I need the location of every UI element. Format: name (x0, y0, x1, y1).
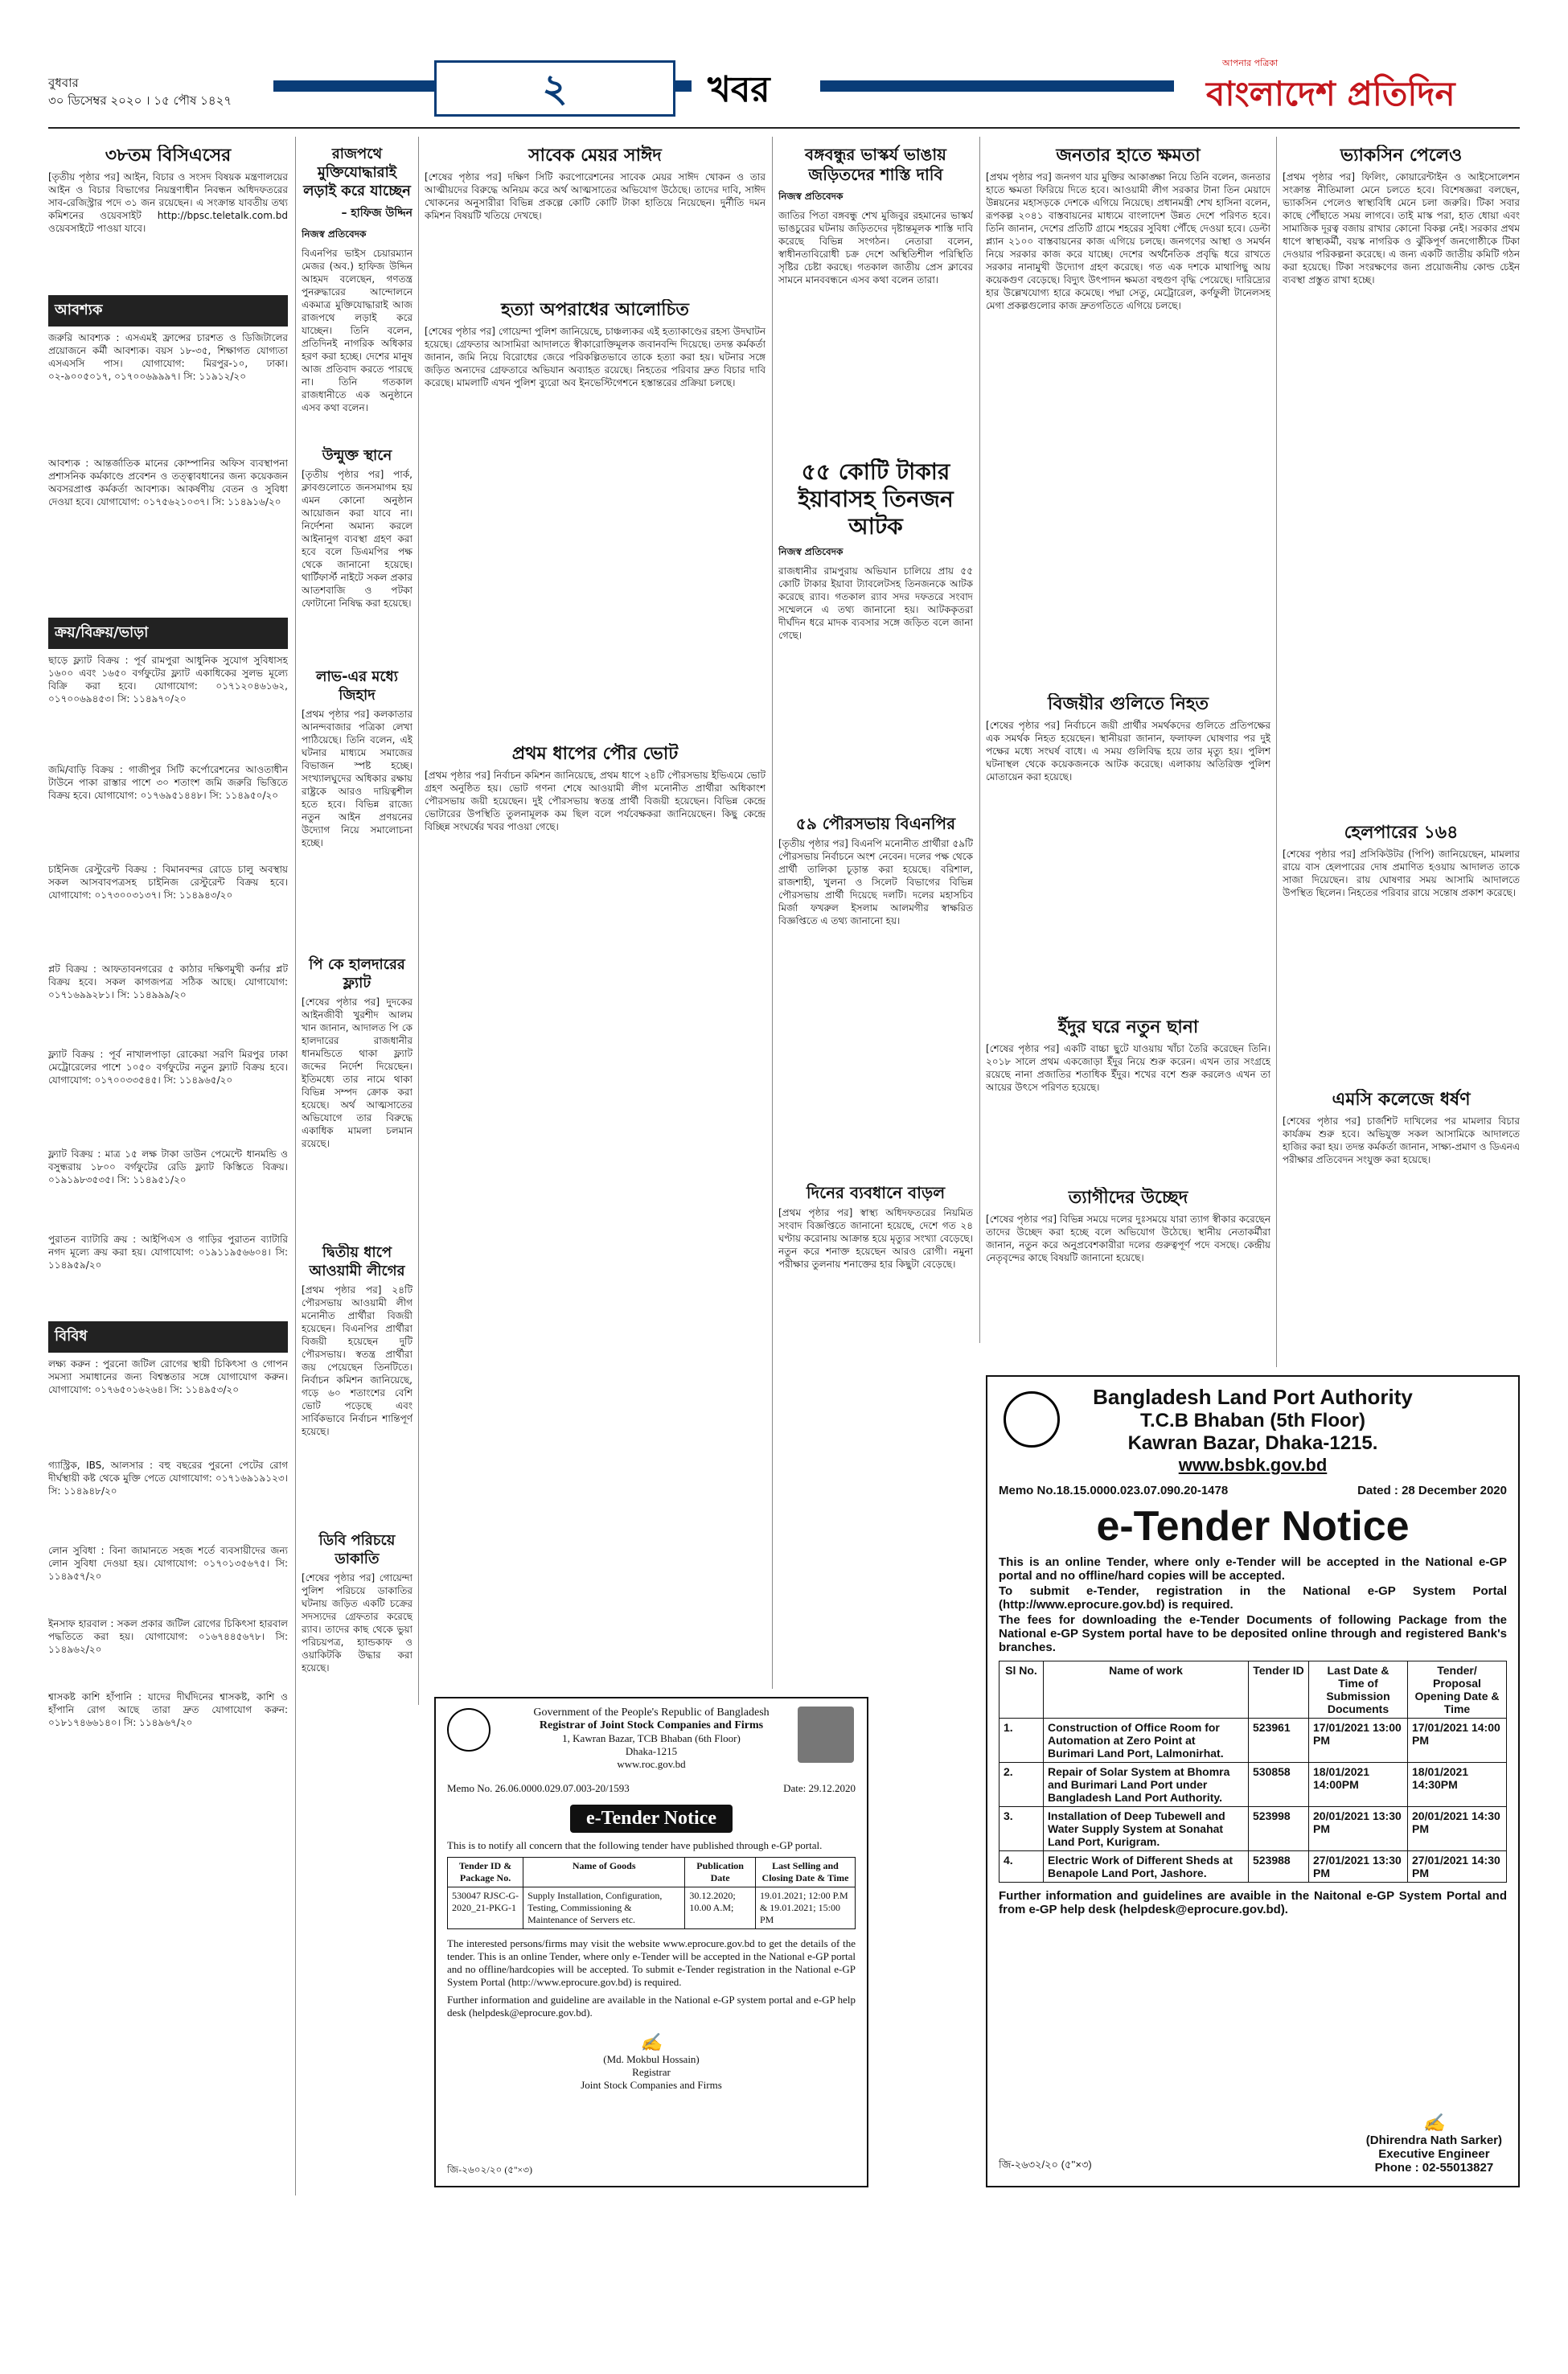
class-needed-ad-1: জরুরি আবশ্যক : এসএমই ফ্রান্সের চারশত ও ডিজিটালের প্রয়োজনে কর্মী আবশ্যক। বয়স ১৮-৩৫, শিক্ষাগত যোগ্যতা এসএসসি পাস। যোগাযোগ: মিরপুর-১০, ঢাকা। ০২-৯০০৫০১৭, ০১৭০০৬৯৯৯৭। সি: ১১৯১২/২০ (48, 332, 288, 382)
class-misc-ad-4: ইনসাফ হারবাল : সকল প্রকার জটিল রোগের চিকিৎসা হারবাল পদ্ধতিতে করা হয়। যোগাযোগ: ০১৬৭৪৪৫৬৭৮। সি: ১১৪৯৬২/২০ (48, 1618, 288, 1655)
class-misc-header: বিবিধ (48, 1321, 288, 1353)
col2-a2-headline: উন্মুক্ত স্থানে (322, 447, 392, 464)
rjsc-td-id: 530047 RJSC-G-2020_21-PKG-1 (448, 1887, 523, 1929)
rjsc-th-closing: Last Selling and Closing Date & Time (755, 1858, 855, 1887)
bslpa-tender-ad (986, 1375, 1520, 2187)
col4-a1-headline: বঙ্গবন্ধুর ভাস্কর্য ভাঙায় জড়িতদের শাস্তি দাবি (805, 145, 946, 184)
masthead-bar-right (820, 80, 1174, 92)
col4-a2-body: রাজধানীর রামপুরায় অভিযান চালিয়ে প্রায় ৫৫ কোটি টাকার ইয়াবা ট্যাবলেটসহ তিনজনকে আটক করেছে র‌্যাব। গতকাল র‌্যাব সদর দফতরে সংবাদ সম্মেলনে এ তথ্য জানানো হয়। আটককৃতরা দীর্ঘদিন ধরে মাদক ব্যবসার সঙ্গে জড়িত বলে জানা গেছে। (778, 565, 973, 641)
rjsc-sign-name: (Md. Mokbul Hossain) (603, 2053, 700, 2065)
masthead-bar-mid (675, 80, 692, 92)
col2-a1-byline: – হাফিজ উদ্দিন (341, 207, 413, 220)
bslpa-website: www.bsbk.gov.bd (1178, 1455, 1328, 1475)
bslpa-th-submission: Last Date & Time of Submission Documents (1309, 1661, 1408, 1719)
col6-a2-headline: হেলপারের ১৬৪ (1344, 823, 1459, 843)
bslpa-r2-submission: 18/01/2021 14:00PM (1309, 1763, 1408, 1807)
bslpa-code: জি-২৬৩২/২০ (৫''×৩) (999, 2158, 1092, 2171)
col6-a1-body: [প্রথম পৃষ্ঠার পর] ফিলিং, কোয়ারেন্টাইন ও আইসোলেশন সংক্রান্ত নীতিমালা মেনে চলতে হবে। বিশেষজ্ঞরা বলছেন, ভ্যাকসিন পেলেও স্বাস্থ্যবিধি মেনে চলা জরুরি। টিকা সবার কাছে পৌঁছাতে সময় লাগবে। তাই মাস্ক পরা, হাত ধোয়া এবং সামাজিক দূরত্ব বজায় রাখার কোনো বিকল্প নেই। সরকার প্রথম ধাপে স্বাস্থ্যকর্মী, বয়স্ক নাগরিক ও ঝুঁকিপূর্ণ জনগোষ্ঠীকে টিকা দেওয়ার পরিকল্পনা করেছে। এ জন্য একটি জাতীয় কমিটি গঠন করা হয়েছে। টিকা সংরক্ষণের জন্য প্রয়োজনীয় কোল্ড চেইন ব্যবস্থা প্রস্তুত রাখা হচ্ছে। (1283, 171, 1520, 285)
bslpa-date: Dated : 28 December 2020 (1357, 1484, 1507, 1497)
class-sale-header: ক্রয়/বিক্রয়/ভাড়া (48, 618, 288, 649)
bslpa-signature: ✍ (1422, 2113, 1446, 2133)
rjsc-sign-org: Joint Stock Companies and Firms (581, 2079, 722, 2091)
col2-a1-body: বিএনপির ভাইস চেয়ারম্যান মেজর (অব.) হাফিজ উদ্দিন আহমদ বলেছেন, গণতন্ত্র পুনরুদ্ধারের আন্দোলনে একমাত্র মুক্তিযোদ্ধারাই আজ রাজপথে লড়াই করে যাচ্ছেন। তিনি বলেন, প্রতিদিনই নাগরিক অধিকার হরণ করা হচ্ছে। দেশের মানুষ আজ প্রতিবাদ করতে পারছে না। তিনি গতকাল রাজধানীতে এক অনুষ্ঠানে এসব কথা বলেন। (302, 248, 413, 413)
col2-a4-headline: পি কে হালদারের ফ্ল্যাট (309, 956, 405, 992)
bslpa-title: e-Tender Notice (1096, 1503, 1410, 1550)
bslpa-r4-id: 523988 (1249, 1851, 1309, 1883)
col6-a3-headline: এমসি কলেজে ধর্ষণ (1332, 1090, 1471, 1110)
rjsc-para-2: Further information and guideline are available in the National e-GP system portal and e-GP help desk (helpdesk@eprocure.gov.bd). (447, 1994, 856, 2019)
bslpa-emblem (1004, 1391, 1060, 1448)
bcs-headline: ৩৮তম বিসিএসের (105, 146, 232, 166)
col4-a1-reporter: নিজস্ব প্রতিবেদক (778, 191, 844, 202)
col-rule-1 (295, 137, 296, 2195)
table-row (999, 1807, 1507, 1851)
col3-a3-headline: প্রথম ধাপের পৌর ভোট (511, 744, 679, 764)
col3-a1-headline: সাবেক মেয়র সাঈদ (528, 146, 662, 166)
masthead-rule (48, 127, 1520, 129)
rjsc-city: Dhaka-1215 (625, 1745, 678, 1757)
col2-a2-body: [তৃতীয় পৃষ্ঠার পর] পার্ক, ক্লাবগুলোতে জনসমাগম হয় এমন কোনো অনুষ্ঠান আয়োজন করা যাবে না। নির্দেশনা অমান্য করলে আইনানুগ ব্যবস্থা গ্রহণ করা হবে বলে ডিএমপির পক্ষ থেকে জানানো হয়েছে। থার্টিফার্স্ট নাইটে সকল প্রকার আতশবাজি ও পটকা ফোটানো নিষিদ্ধ করা হয়েছে। (302, 469, 413, 609)
col-rule-5 (1276, 137, 1277, 1367)
class-sale-ad-7: পুরাতন ব্যাটারি ক্রয় : আইপিএস ও গাড়ির পুরাতন ব্যাটারি নগদ মূল্যে ক্রয় করা হয়। যোগাযোগ: ০১৯১১৯৫৬৬০৪। সি: ১১৪৯৫৯/২০ (48, 1234, 288, 1271)
col5-a2-headline: বিজয়ীর গুলিতে নিহত (1048, 694, 1209, 714)
bslpa-address: Kawran Bazar, Dhaka-1215. (1127, 1432, 1378, 1454)
bslpa-org: Bangladesh Land Port Authority (1093, 1385, 1413, 1409)
class-misc-ad-3: লোন সুবিধা : বিনা জামানতে সহজ শর্তে ব্যবসায়ীদের জন্য লোন সুবিধা দেওয়া হয়। যোগাযোগ: ০১৭০১৩৫৬৭৫। সি: ১১৪৯৫৭/২০ (48, 1545, 288, 1582)
rjsc-signature: ✍ (640, 2032, 663, 2052)
rjsc-title: e-Tender Notice (570, 1805, 733, 1833)
bslpa-r3-id: 523998 (1249, 1807, 1309, 1851)
col6-a3-body: [শেষের পৃষ্ঠার পর] চার্জশিট দাখিলের পর মামলার বিচার কার্যক্রম শুরু হবে। অভিযুক্ত সকল আসামিকে আদালতে হাজির করা হয়। তদন্ত কর্মকর্তা জানান, সাক্ষ্য-প্রমাণ ও ডিএনএ পরীক্ষার প্রতিবেদন সংযুক্ত করা হয়েছে। (1283, 1115, 1520, 1165)
class-sale-ad-6: ফ্ল্যাট বিক্রয় : মাত্র ১৫ লক্ষ টাকা ডাউন পেমেন্টে ধানমন্ডি ও বসুন্ধরায় ১৮০০ বর্গফুটের রেডি ফ্ল্যাট কিস্তিতে বিক্রয়। ০১৯১৯৮৩৫৩৫। সি: ১১৪৯৫১/২০ (48, 1148, 288, 1185)
class-needed-ad-2: আবশ্যক : আন্তর্জাতিক মানের কোম্পানির অফিস ব্যবস্থাপনা প্রশাসনিক কর্মকাণ্ডে প্রবেশন ও তত্ত্বাবধানের জন্য কয়েকজন অবসরপ্রাপ্ত কর্মকর্তা আবশ্যক। আকর্ষণীয় বেতন ও সুবিধা দেওয়া হবে। যোগাযোগ: ০১৭৫৬২১০৩৭। সি: ১১৪৯১৬/২০ (48, 458, 288, 507)
bslpa-r1-sl: 1. (999, 1719, 1044, 1763)
rjsc-website: www.roc.gov.bd (617, 1758, 686, 1770)
section-title: খবর (708, 69, 770, 110)
col4-a1-body: জাতির পিতা বঙ্গবন্ধু শেখ মুজিবুর রহমানের ভাস্কর্য ভাঙচুরের ঘটনায় জড়িতদের দৃষ্টান্তমূলক শাস্তি দাবি করেছে বিভিন্ন সংগঠন। নেতারা বলেন, স্বাধীনতাবিরোধী চক্র দেশে অস্থিতিশীল পরিস্থিতি সৃষ্টির চেষ্টা করছে। গতকাল জাতীয় প্রেস ক্লাবের সামনে মানববন্ধনে এসব কথা বলেন তারা। (778, 210, 973, 285)
column-1 (48, 145, 288, 2187)
col-rule-2 (418, 137, 419, 1705)
col3-a2-headline: হত্যা অপরাধের আলোচিত (501, 300, 689, 320)
rjsc-org: Registrar of Joint Stock Companies and Firms (539, 1719, 764, 1731)
rjsc-gov: Government of the People's Republic of Bangladesh (533, 1707, 770, 1719)
bslpa-r3-submission: 20/01/2021 13:30 PM (1309, 1807, 1408, 1851)
rjsc-td-pub: 30.12.2020; 10.00 A.M; (685, 1887, 756, 1929)
class-sale-ad-1: ছাড়ে ফ্ল্যাট বিক্রয় : পূর্ব রামপুরা আধুনিক সুযোগ সুবিধাসহ ১৬০০ এবং ১৬৫০ বর্গফুটের ফ্ল্যাট একাধিকের সুলভ মূল্যে বিক্রি করা হবে। যোগাযোগ: ০১৭১২০৪৬১৬২, ০১৭০০৬৯৪৫৩। সি: ১১৪৯৭০/২০ (48, 655, 288, 704)
col3-a1-body: [শেষের পৃষ্ঠার পর] দক্ষিণ সিটি করপোরেশনের সাবেক মেয়র সাঈদ খোকন ও তার আত্মীয়দের বিরুদ্ধে অনিয়ম করে অর্থ আত্মসাতের অভিযোগ উঠেছে। তাদের দাবি, সাঈদ খোকনের অনুসারীরা বিভিন্ন প্রকল্পে কোটি কোটি টাকা হাতিয়ে নিয়েছেন। দুর্নীতি দমন কমিশন বিষয়টি খতিয়ে দেখছে। (425, 171, 766, 221)
rjsc-date: Date: 29.12.2020 (783, 1782, 856, 1794)
bslpa-sign-role: Executive Engineer (1378, 2147, 1490, 2161)
col-rule-4 (979, 137, 980, 1343)
bslpa-r4-sl: 4. (999, 1851, 1044, 1883)
bslpa-para-3: The fees for downloading the e-Tender Documents of following Package from the National e-GP System portal have to be deposited online through and registered Bank's branches. (999, 1613, 1507, 1654)
rjsc-sign-role: Registrar (632, 2066, 671, 2078)
bslpa-r4-opening: 27/01/2021 14:30 PM (1408, 1851, 1507, 1883)
table-row (999, 1719, 1507, 1763)
col5-a1-body: [প্রথম পৃষ্ঠার পর] জনগণ যার মুক্তির আকাঙ্ক্ষা নিয়ে তিনি বলেন, জনতার হাতে ক্ষমতা ফিরিয়ে দিতে হবে। আওয়ামী লীগ সরকার টানা তিন মেয়াদে উন্নয়নের মহাসড়কে দেশকে এগিয়ে নিয়েছে। প্রধানমন্ত্রী শেখ হাসিনা বলেন, রূপকল্প ২০৪১ বাস্তবায়নের মাধ্যমে বাংলাদেশ উন্নত দেশে পরিণত হবে। তিনি জানান, দেশের প্রতিটি গ্রামে শহরের সুবিধা পৌঁছে দেওয়া হবে। ডেল্টা প্ল্যান ২১০০ বাস্তবায়নের কাজ এগিয়ে চলছে। জনগণের আস্থা ও সমর্থন নিয়ে সরকার কাজ করে যাচ্ছে। দেশের অর্থনৈতিক প্রবৃদ্ধি ধরে রাখতে সরকার নানামুখী উদ্যোগ গ্রহণ করেছে। গত এক দশকে মাথাপিছু আয় কয়েকগুণ বেড়েছে। বিদ্যুৎ উৎপাদন ক্ষমতা বহুগুণ বৃদ্ধি পেয়েছে। দারিদ্র্যের হার উল্লেখযোগ্য হারে কমেছে। পদ্মা সেতু, মেট্রোরেল, কর্ণফুলী টানেলসহ মেগা প্রকল্পগুলোর কাজ দ্রুতগতিতে এগিয়ে চলছে। (986, 171, 1270, 311)
page-number: ২ (542, 66, 568, 111)
column-5 (986, 145, 1270, 1367)
col5-a1-headline: জনতার হাতে ক্ষমতা (1056, 146, 1201, 166)
bslpa-sign-name: (Dhirendra Nath Sarker) (1365, 2134, 1502, 2147)
bslpa-th-opening: Tender/ Proposal Opening Date & Time (1408, 1661, 1507, 1719)
bslpa-r1-submission: 17/01/2021 13:00 PM (1309, 1719, 1408, 1763)
col5-a4-headline: ত্যাগীদের উচ্ছেদ (1068, 1188, 1188, 1208)
bslpa-para-1: This is an online Tender, where only e-Tender will be accepted in the National e-GP portal and no offline/hard copies will be accepted. (999, 1555, 1507, 1583)
rjsc-portrait (798, 1707, 854, 1763)
bslpa-r2-work: Repair of Solar System at Bhomra and Burimari Land Port under Bangladesh Land Port Authority. (1044, 1763, 1249, 1807)
masthead (48, 56, 1520, 121)
bslpa-r1-work: Construction of Office Room for Automation at Zero Point at Burimari Land Port, Lalmonirhat. (1044, 1719, 1249, 1763)
bslpa-th-id: Tender ID (1249, 1661, 1309, 1719)
masthead-bar-left (273, 80, 434, 92)
bslpa-para-4: Further information and guidelines are avaible in the Naitonal e-GP System Portal and from e-GP help desk (helpdesk@eprocure.gov.bd). (999, 1889, 1507, 1916)
class-sale-ad-2: জমি/বাড়ি বিক্রয় : গাজীপুর সিটি কর্পোরেশনের আওতাধীন টাউনে পাকা রাস্তার পাশে ৩০ শতাংশ জমি জরুরি ভিত্তিতে বিক্রয় হবে। যোগাযোগ: ০১৭৬৯৫১৪৪৮। সি: ১১৪৯৫০/২০ (48, 764, 288, 801)
bslpa-r2-opening: 18/01/2021 14:30PM (1408, 1763, 1507, 1807)
col4-a2-headline: ৫৫ কোটি টাকার ইয়াবাসহ তিনজন আটক (798, 458, 954, 540)
rjsc-td-goods: Supply Installation, Configuration, Testing, Commissioning & Maintenance of Servers etc. (523, 1887, 685, 1929)
col-rule-3 (772, 137, 773, 1689)
bslpa-r3-work: Installation of Deep Tubewell and Water Supply System at Sonahat Land Port, Kurigram. (1044, 1807, 1249, 1851)
rjsc-th-id: Tender ID & Package No. (448, 1858, 523, 1887)
bcs-body: [তৃতীয় পৃষ্ঠার পর] আইন, বিচার ও সংসদ বিষয়ক মন্ত্রণালয়ের আইন ও বিচার বিভাগের নিয়ন্ত্রণাধীন নিবন্ধন অধিদফতরের সাব-রেজিস্ট্রার পদে ৩১ জন রয়েছেন। এ সংক্রান্ত যাবতীয় তথ্য কমিশনের ওয়েবসাইট http://bpsc.teletalk.com.bd ওয়েবসাইটে পাওয়া যাবে। (48, 171, 288, 234)
masthead-date: ৩০ ডিসেম্বর ২০২০ । ১৫ পৌষ ১৪২৭ (48, 93, 232, 108)
bslpa-r1-opening: 17/01/2021 14:00 PM (1408, 1719, 1507, 1763)
bslpa-r2-id: 530858 (1249, 1763, 1309, 1807)
bslpa-table (999, 1661, 1507, 1883)
col4-a4-headline: দিনের ব্যবধানে বাড়ল (806, 1183, 946, 1202)
bslpa-r3-sl: 3. (999, 1807, 1044, 1851)
col5-a4-body: [শেষের পৃষ্ঠার পর] বিভিন্ন সময়ে দলের দুঃসময়ে যারা ত্যাগ স্বীকার করেছেন তাদের উচ্ছেদ করা হচ্ছে বলে অভিযোগ উঠেছে। স্থানীয় নেতাকর্মীরা জানান, নতুন করে অনুপ্রবেশকারীরা দলের গুরুত্বপূর্ণ পদে বসছে। কেন্দ্রীয় নেতৃবৃন্দের কাছে বিষয়টি জানানো হয়েছে। (986, 1214, 1270, 1263)
col3-a2-body: [শেষের পৃষ্ঠার পর] গোয়েন্দা পুলিশ জানিয়েছে, চাঞ্চল্যকর এই হত্যাকাণ্ডের রহস্য উদঘাটন হয়েছে। গ্রেফতার আসামিরা আদালতে স্বীকারোক্তিমূলক জবানবন্দি দিয়েছে। তদন্ত কর্মকর্তা জানান, জমি নিয়ে বিরোধের জেরে পরিকল্পিতভাবে তাকে হত্যা করা হয়। ঘটনার সঙ্গে জড়িত অন্যদের গ্রেফতারে অভিযান অব্যাহত রয়েছে। নিহতের পরিবার দ্রুত বিচার দাবি করেছে। মামলাটি এখন পুলিশ ব্যুরো অব ইনভেস্টিগেশনে হস্তান্তরের প্রক্রিয়া চলছে। (425, 326, 766, 388)
rjsc-th-goods: Name of Goods (523, 1858, 685, 1887)
col2-a5-body: [প্রথম পৃষ্ঠার পর] ২৪টি পৌরসভায় আওয়ামী লীগ মনোনীত প্রার্থীরা বিজয়ী হয়েছেন। বিএনপির প্রার্থীরা বিজয়ী হয়েছেন দুটি পৌরসভায়। স্বতন্ত্র প্রার্থীরা জয় পেয়েছেন তিনটিতে। নির্বাচন কমিশন জানিয়েছে, গড়ে ৬০ শতাংশের বেশি ভোট পড়েছে এবং সার্বিকভাবে নির্বাচন শান্তিপূর্ণ হয়েছে। (302, 1284, 413, 1437)
bslpa-th-work: Name of work (1044, 1661, 1249, 1719)
col2-a1-headline: রাজপথে মুক্তিযোদ্ধারাই লড়াই করে যাচ্ছেন (303, 146, 411, 199)
class-sale-ad-5: ফ্ল্যাট বিক্রয় : পূর্ব নাখালপাড়া রোকেয়া সরণি মিরপুর ঢাকা মেট্রোরেলের পাশে ১০৫০ বর্গফুটের নতুন ফ্ল্যাট বিক্রয় হবে। যোগাযোগ: ০১৭০০৩৩৫৪৫। সি: ১১৪৯৬৫/২০ (48, 1049, 288, 1086)
table-row (999, 1851, 1507, 1883)
rjsc-td-closing: 19.01.2021; 12:00 P.M & 19.01.2021; 15:00 PM (755, 1887, 855, 1929)
rjsc-th-pub: Publication Date (685, 1858, 756, 1887)
col4-a2-reporter: নিজস্ব প্রতিবেদক (778, 546, 844, 557)
col2-a1-reporter: নিজস্ব প্রতিবেদক (302, 228, 367, 240)
class-sale-ad-3: চাইনিজ রেস্টুরেন্ট বিক্রয় : বিমানবন্দর রোডে চালু অবস্থায় সকল আসবাবপত্রসহ চাইনিজ রেস্টুরেন্ট বিক্রয় হবে। যোগাযোগ: ০১৭৩০০৩১৩৭। সি: ১১৪৯৪৩/২০ (48, 864, 288, 901)
col2-a3-body: [প্রথম পৃষ্ঠার পর] কলকাতার আনন্দবাজার পত্রিকা লেখা পাঠিয়েছে। তিনি বলেন, এই ঘটনার মাধ্যমে সমাজের বিভাজন স্পষ্ট হচ্ছে। সংখ্যালঘুদের অধিকার রক্ষায় রাষ্ট্রকে আরও দায়িত্বশীল হতে হবে। বিভিন্ন রাজ্যে নতুন আইন প্রণয়নের উদ্যোগ নিয়ে সমালোচনা হচ্ছে। (302, 709, 413, 848)
class-needed-header: আবশ্যক (48, 295, 288, 327)
column-3 (425, 145, 766, 1689)
rjsc-table (447, 1857, 856, 1929)
bslpa-phone: Phone : 02-55013827 (1374, 2161, 1494, 2175)
bslpa-bldg: T.C.B Bhaban (5th Floor) (1140, 1410, 1365, 1431)
bslpa-r2-sl: 2. (999, 1763, 1044, 1807)
table-row (999, 1763, 1507, 1807)
col2-a3-headline: লাভ-এর মধ্যে জিহাদ (316, 668, 398, 704)
page-number-box (434, 60, 675, 117)
rjsc-code: জি-২৬০২/২০ (৫''×৩) (447, 2164, 532, 2175)
class-misc-ad-1: লক্ষ্য করুন : পুরনো জটিল রোগের স্থায়ী চিকিৎসা ও গোপন সমস্যা সমাধানের জন্য বিশ্বস্ততার সঙ্গে যোগাযোগ করুন। যোগাযোগ: ০১৭৬৫০১৬২৬৪। সি: ১১৪৯৫৩/২০ (48, 1358, 288, 1395)
column-2 (302, 145, 413, 1697)
rjsc-address: 1, Kawran Bazar, TCB Bhaban (6th Floor) (562, 1732, 741, 1744)
column-6 (1283, 145, 1520, 1367)
bslpa-th-sl: Sl No. (999, 1661, 1044, 1719)
rjsc-memo: Memo No. 26.06.0000.029.07.003-20/1593 (447, 1782, 630, 1794)
col4-a4-body: [প্রথম পৃষ্ঠার পর] স্বাস্থ্য অধিদফতরের নিয়মিত সংবাদ বিজ্ঞপ্তিতে জানানো হয়েছে, দেশে গত ২৪ ঘণ্টায় করোনায় আক্রান্ত হয়ে মৃত্যুর সংখ্যা বেড়েছে। নতুন করে শনাক্ত হয়েছেন আরও রোগী। নমুনা পরীক্ষার তুলনায় শনাক্তের হার কিছুটা বেড়েছে। (778, 1207, 973, 1270)
rjsc-tender-ad (434, 1697, 868, 2187)
col2-a6-headline: ডিবি পরিচয়ে ডাকাতি (318, 1532, 396, 1567)
col2-a5-headline: দ্বিতীয় ধাপে আওয়ামী লীগের (309, 1244, 405, 1279)
col3-a3-body: [প্রথম পৃষ্ঠার পর] নির্বাচন কমিশন জানিয়েছে, প্রথম ধাপে ২৪টি পৌরসভায় ইভিএমে ভোট গ্রহণ অনুষ্ঠিত হয়। ভোট গণনা শেষে আওয়ামী লীগ মনোনীত প্রার্থীরা অধিকাংশ পৌরসভায় জয়ী হয়েছেন। দুই পৌরসভায় স্বতন্ত্র প্রার্থী বিজয়ী হয়েছেন। বিভিন্ন কেন্দ্রে ভোটারের উপস্থিতি তুলনামূলক কম ছিল বলে পর্যবেক্ষকরা জানিয়েছেন। কিছু কেন্দ্রে বিচ্ছিন্ন সংঘর্ষের খবর পাওয়া গেছে। (425, 770, 766, 832)
logo-tagline: আপনার পত্রিকা (1222, 58, 1279, 68)
bslpa-r1-id: 523961 (1249, 1719, 1309, 1763)
rjsc-emblem (447, 1708, 491, 1752)
class-misc-ad-5: শ্বাসকষ্ট কাশি হাঁপানি : যাদের দীর্ঘদিনের শ্বাসকষ্ট, কাশি ও হাঁপানি রোগ আছে তারা দ্রুত যোগাযোগ করুন: ০১৮১৭৪৬৬১৪০। সি: ১১৪৯৬৭/২০ (48, 1691, 288, 1728)
newspaper-logo: বাংলাদেশ প্রতিদিন (1206, 74, 1455, 113)
col4-a3-body: [তৃতীয় পৃষ্ঠার পর] বিএনপি মনোনীত প্রার্থীরা ৫৯টি পৌরসভায় নির্বাচনে অংশ নেবেন। দলের পক্ষ থেকে প্রার্থী তালিকা চূড়ান্ত করা হয়েছে। বরিশাল, রাজশাহী, খুলনা ও সিলেট বিভাগের বিভিন্ন পৌরসভায় প্রার্থী দিয়েছে দলটি। দলের মহাসচিব মির্জা ফখরুল ইসলাম আলমগীর স্বাক্ষরিত বিজ্ঞপ্তিতে এ তথ্য জানানো হয়। (778, 838, 973, 926)
column-4 (778, 145, 973, 1633)
rjsc-para-1: The interested persons/firms may visit the website www.eprocure.gov.bd to get the details of the tender. This is an online Tender, where only e-Tender will be accepted in the National e-GP portal and no offline/hardcopies will be accepted. To submit e-Tender registration in the National e-GP System Portal (http://www.eprocure.gov.bd) is required. (447, 1937, 856, 1988)
col2-a4-body: [শেষের পৃষ্ঠার পর] দুদকের আইনজীবী খুরশীদ আলম খান জানান, আদালত পি কে হালদারের রাজধানীর ধানমন্ডিতে থাকা ফ্ল্যাট জব্দের নির্দেশ দিয়েছেন। ইতিমধ্যে তার নামে থাকা বিভিন্ন সম্পদ ক্রোক করা হয়েছে। অর্থ আত্মসাতের অভিযোগে তার বিরুদ্ধে একাধিক মামলা চলমান রয়েছে। (302, 996, 413, 1149)
masthead-day: বুধবার (48, 76, 79, 90)
bslpa-memo: Memo No.18.15.0000.023.07.090.20-1478 (999, 1484, 1229, 1497)
bslpa-r4-submission: 27/01/2021 13:30 PM (1309, 1851, 1408, 1883)
bslpa-r3-opening: 20/01/2021 14:30 PM (1408, 1807, 1507, 1851)
col2-a6-body: [শেষের পৃষ্ঠার পর] গোয়েন্দা পুলিশ পরিচয়ে ডাকাতির ঘটনায় জড়িত একটি চক্রের সদস্যদের গ্রেফতার করেছে র‌্যাব। তাদের কাছ থেকে ভুয়া পরিচয়পত্র, হ্যান্ডকাফ ও ওয়াকিটকি উদ্ধার করা হয়েছে। (302, 1572, 413, 1674)
bslpa-para-2: To submit e-Tender, registration in the National e-GP System Portal (http://www.eprocure.gov.bd) is required. (999, 1584, 1507, 1612)
col5-a2-body: [শেষের পৃষ্ঠার পর] নির্বাচনে জয়ী প্রার্থীর সমর্থকদের গুলিতে প্রতিপক্ষের এক সমর্থক নিহত হয়েছেন। স্থানীয়রা জানান, ফলাফল ঘোষণার পর দুই পক্ষের মধ্যে সংঘর্ষ বাধে। এ সময় গুলিবিদ্ধ হয়ে তার মৃত্যু হয়। পুলিশ ঘটনাস্থল থেকে কয়েকজনকে আটক করেছে। এলাকায় অতিরিক্ত পুলিশ মোতায়েন করা হয়েছে। (986, 720, 1270, 782)
table-row (448, 1887, 856, 1929)
bslpa-r4-work: Electric Work of Different Sheds at Benapole Land Port, Jashore. (1044, 1851, 1249, 1883)
col6-a1-headline: ভ্যাকসিন পেলেও (1340, 146, 1463, 166)
col5-a3-headline: ইঁদুর ঘরে নতুন ছানা (1057, 1017, 1199, 1037)
class-misc-ad-2: গ্যাস্ট্রিক, IBS, আলসার : বহু বছরের পুরনো পেটের রোগ দীর্ঘস্থায়ী কষ্ট থেকে মুক্তি পেতে যোগাযোগ: ০১৭১৬৯১৯১২৩। সি: ১১৪৯৪৮/২০ (48, 1460, 288, 1497)
col6-a2-body: [শেষের পৃষ্ঠার পর] প্রসিকিউটর (পিপি) জানিয়েছেন, মামলার রায়ে বাস হেলপারের দোষ প্রমাণিত হওয়ায় আদালত তাকে সাজা দিয়েছেন। রায় ঘোষণার সময় আসামি আদালতে উপস্থিত ছিলেন। নিহতের পরিবার রায়ে সন্তোষ প্রকাশ করেছে। (1283, 848, 1520, 898)
rjsc-intro: This is to notify all concern that the following tender have published through e-GP portal. (447, 1839, 823, 1851)
class-sale-ad-4: প্লট বিক্রয় : আফতাবনগরের ৫ কাঠার দক্ষিণমুখী কর্নার প্লট বিক্রয় হবে। সকল কাগজপত্র সঠিক আছে। যোগাযোগ: ০১৭১৬৯৯২৮১। সি: ১১৪৯৯৯/২০ (48, 963, 288, 1000)
col5-a3-body: [শেষের পৃষ্ঠার পর] একটি বাচ্চা ছুটে যাওয়ায় খাঁচা তৈরি করেছেন তিনি। ২০১৮ সালে প্রথম একজোড়া ইঁদুর নিয়ে শুরু করেন। এখন তার সংগ্রহে রয়েছে নানা প্রজাতির শতাধিক ইঁদুর। শখের বশে শুরু করলেও এখন তা আয়ের উৎসে পরিণত হয়েছে। (986, 1043, 1270, 1093)
col4-a3-headline: ৫৯ পৌরসভায় বিএনপির (795, 814, 956, 833)
